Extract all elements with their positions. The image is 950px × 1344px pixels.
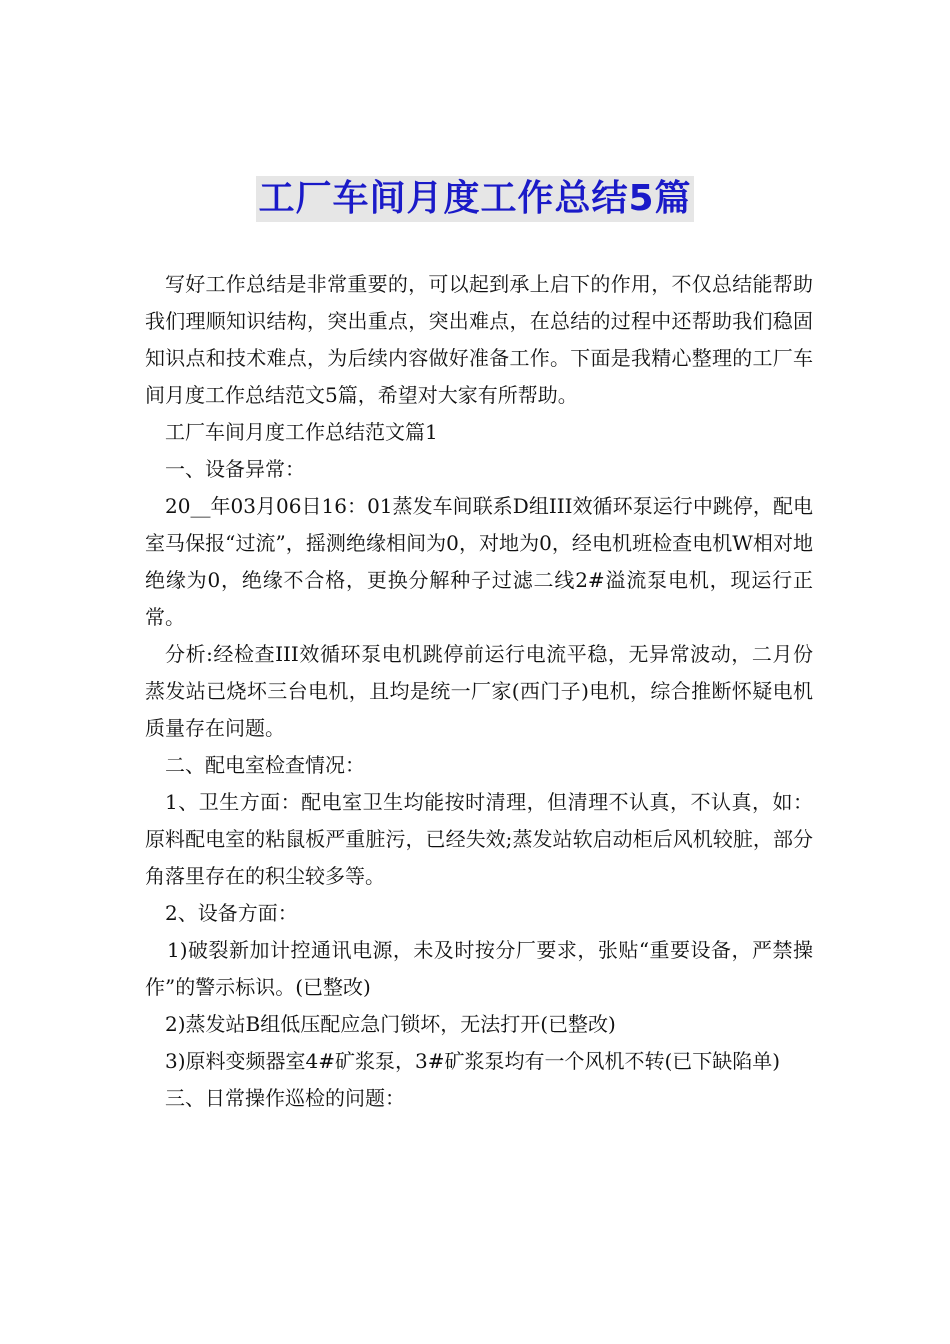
heading-distribution-room: 二、配电室检查情况： [165, 753, 365, 777]
document-title: 工厂车间月度工作总结5篇 [256, 176, 693, 222]
list-item-2: 2)蒸发站B组低压配应急门锁坏，无法打开(已整改) [165, 1012, 616, 1036]
paragraph-analysis: 分析:经检查III效循环泵电机跳停前运行电流平稳，无异常波动，二月份蒸发站已烧坏三台电机，且均是统一厂家(西门子)电机，综合推断怀疑电机质量存在问题。 [145, 642, 813, 740]
title-container [0, 176, 950, 222]
list-item-3: 3)原料变频器室4#矿浆泵，3#矿浆泵均有一个风机不转(已下缺陷单) [165, 1049, 781, 1073]
section-heading-article-1: 工厂车间月度工作总结范文篇1 [165, 420, 438, 444]
heading-equipment-abnormal: 一、设备异常： [165, 457, 305, 481]
paragraph-hygiene: 1、卫生方面：配电室卫生均能按时清理，但清理不认真，不认真，如：原料配电室的粘鼠板严重脏污，已经失效;蒸发站软启动柜后风机较脏，部分角落里存在的积尘较多等。 [145, 790, 813, 888]
paragraph-incident: 20__年03月06日16：01蒸发车间联系D组III效循环泵运行中跳停，配电室马保报“过流”，摇测绝缘相间为0，对地为0，经电机班检查电机W相对地绝缘为0，绝缘不合格，更换分解种子过滤二线2#溢流泵电机，现运行正常。 [145, 494, 813, 629]
intro-paragraph: 写好工作总结是非常重要的，可以起到承上启下的作用，不仅总结能帮助我们理顺知识结构，突出重点，突出难点，在总结的过程中还帮助我们稳固知识点和技术难点，为后续内容做好准备工作。下面是我精心整理的工厂车间月度工作总结范文5篇，希望对大家有所帮助。 [145, 272, 813, 407]
document-body [145, 266, 813, 1117]
heading-equipment-aspect: 2、设备方面： [165, 901, 298, 925]
list-item-1: 1)破裂新加计控通讯电源，未及时按分厂要求，张贴“重要设备，严禁操作”的警示标识。(已整改) [145, 938, 813, 999]
heading-daily-inspection: 三、日常操作巡检的问题： [165, 1086, 405, 1110]
